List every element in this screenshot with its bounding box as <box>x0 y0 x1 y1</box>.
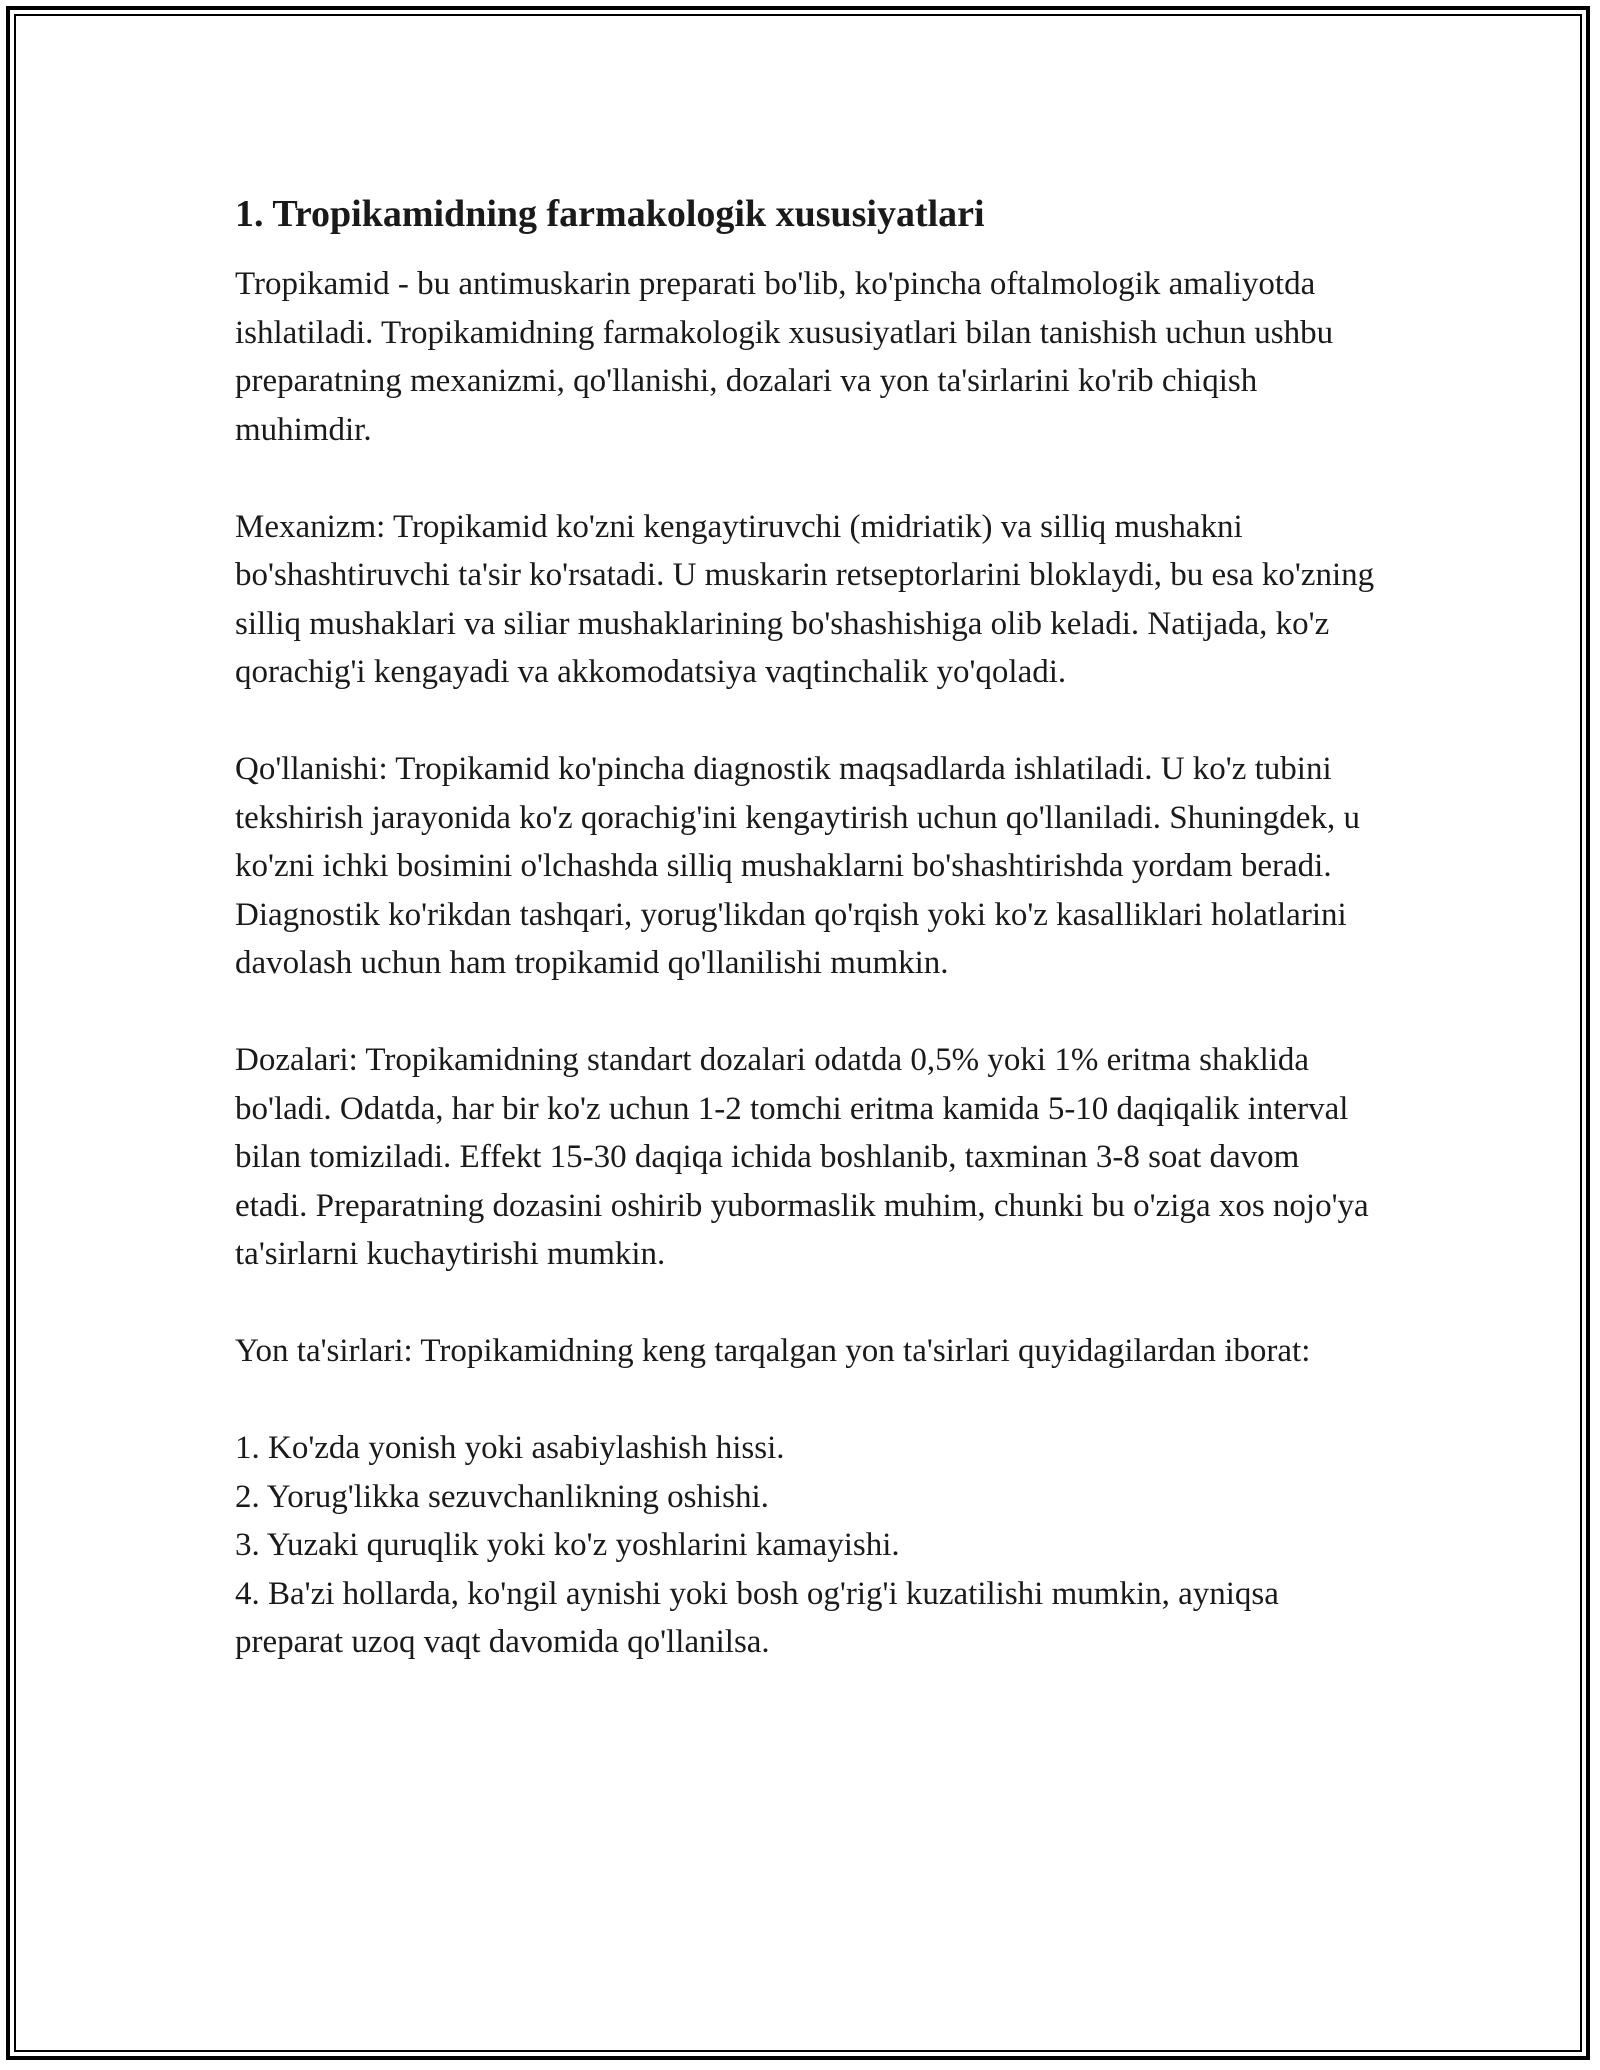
list-item: 3. Yuzaki quruqlik yoki ko'z yoshlarini kamayishi. <box>235 1527 900 1563</box>
side-effects-paragraph: Yon ta'sirlari: Tropikamidning keng tarqalgan yon ta'sirlari quyidagilardan iborat: <box>235 1333 1311 1369</box>
dosage-paragraph: Dozalari: Tropikamidning standart dozalari odatda 0,5% yoki 1% eritma shaklida bo'ladi. Odatda, har bir ko'z uchun 1-2 tomchi eritma kamida 5-10 daqiqalik interval bilan tomiziladi. Effekt 15-30 daqiqa ichida boshlanib, taxminan 3-8 soat davom etadi. Preparatning dozasini oshirib yubormaslik muhim, chunki bu o'ziga xos nojo'ya ta'sirlarni kuchaytirishi mumkin. <box>235 1042 1369 1272</box>
document-body <box>235 188 1375 1667</box>
list-item: 1. Ko'zda yonish yoki asabiylashish hissi. <box>235 1430 785 1466</box>
list-item: 2. Yorug'likka sezuvchanlikning oshishi. <box>235 1478 769 1515</box>
section-heading: 1. Tropikamidning farmakologik xususiyatlari <box>235 193 985 235</box>
side-effects-list <box>235 1424 1375 1667</box>
list-item: 4. Ba'zi hollarda, ko'ngil aynishi yoki bosh og'rig'i kuzatilishi mumkin, ayniqsa preparat uzoq vaqt davomida qo'llanilsa. <box>235 1575 1279 1660</box>
intro-paragraph: Tropikamid - bu antimuskarin preparati bo'lib, ko'pincha oftalmologik amaliyotda ishlatiladi. Tropikamidning farmakologik xususiyatlari bilan tanishish uchun ushbu preparatning mexanizmi, qo'llanishi, dozalari va yon ta'sirlarini ko'rib chiqish muhimdir. <box>235 266 1334 448</box>
mechanism-paragraph: Mexanizm: Tropikamid ko'zni kengaytiruvchi (midriatik) va silliq mushakni bo'shashtiruvchi ta'sir ko'rsatadi. U muskarin retseptorlarini bloklaydi, bu esa ko'zning silliq mushaklari va siliar mushaklarining bo'shashishiga olib keladi. Natijada, ko'z qorachig'i kengayadi va akkomodatsiya vaqtinchalik yo'qoladi. <box>235 508 1375 690</box>
usage-paragraph: Qo'llanishi: Tropikamid ko'pincha diagnostik maqsadlarda ishlatiladi. U ko'z tubini tekshirish jarayonida ko'z qorachig'ini kengaytirish uchun qo'llaniladi. Shuningdek, u ko'zni ichki bosimini o'lchashda silliq mushaklarni bo'shashtirishda yordam beradi. Diagnostik ko'rikdan tashqari, yorug'likdan qo'rqish yoki ko'z kasalliklari holatlarini davolash uchun ham tropikamid qo'llanilishi mumkin. <box>235 751 1360 981</box>
